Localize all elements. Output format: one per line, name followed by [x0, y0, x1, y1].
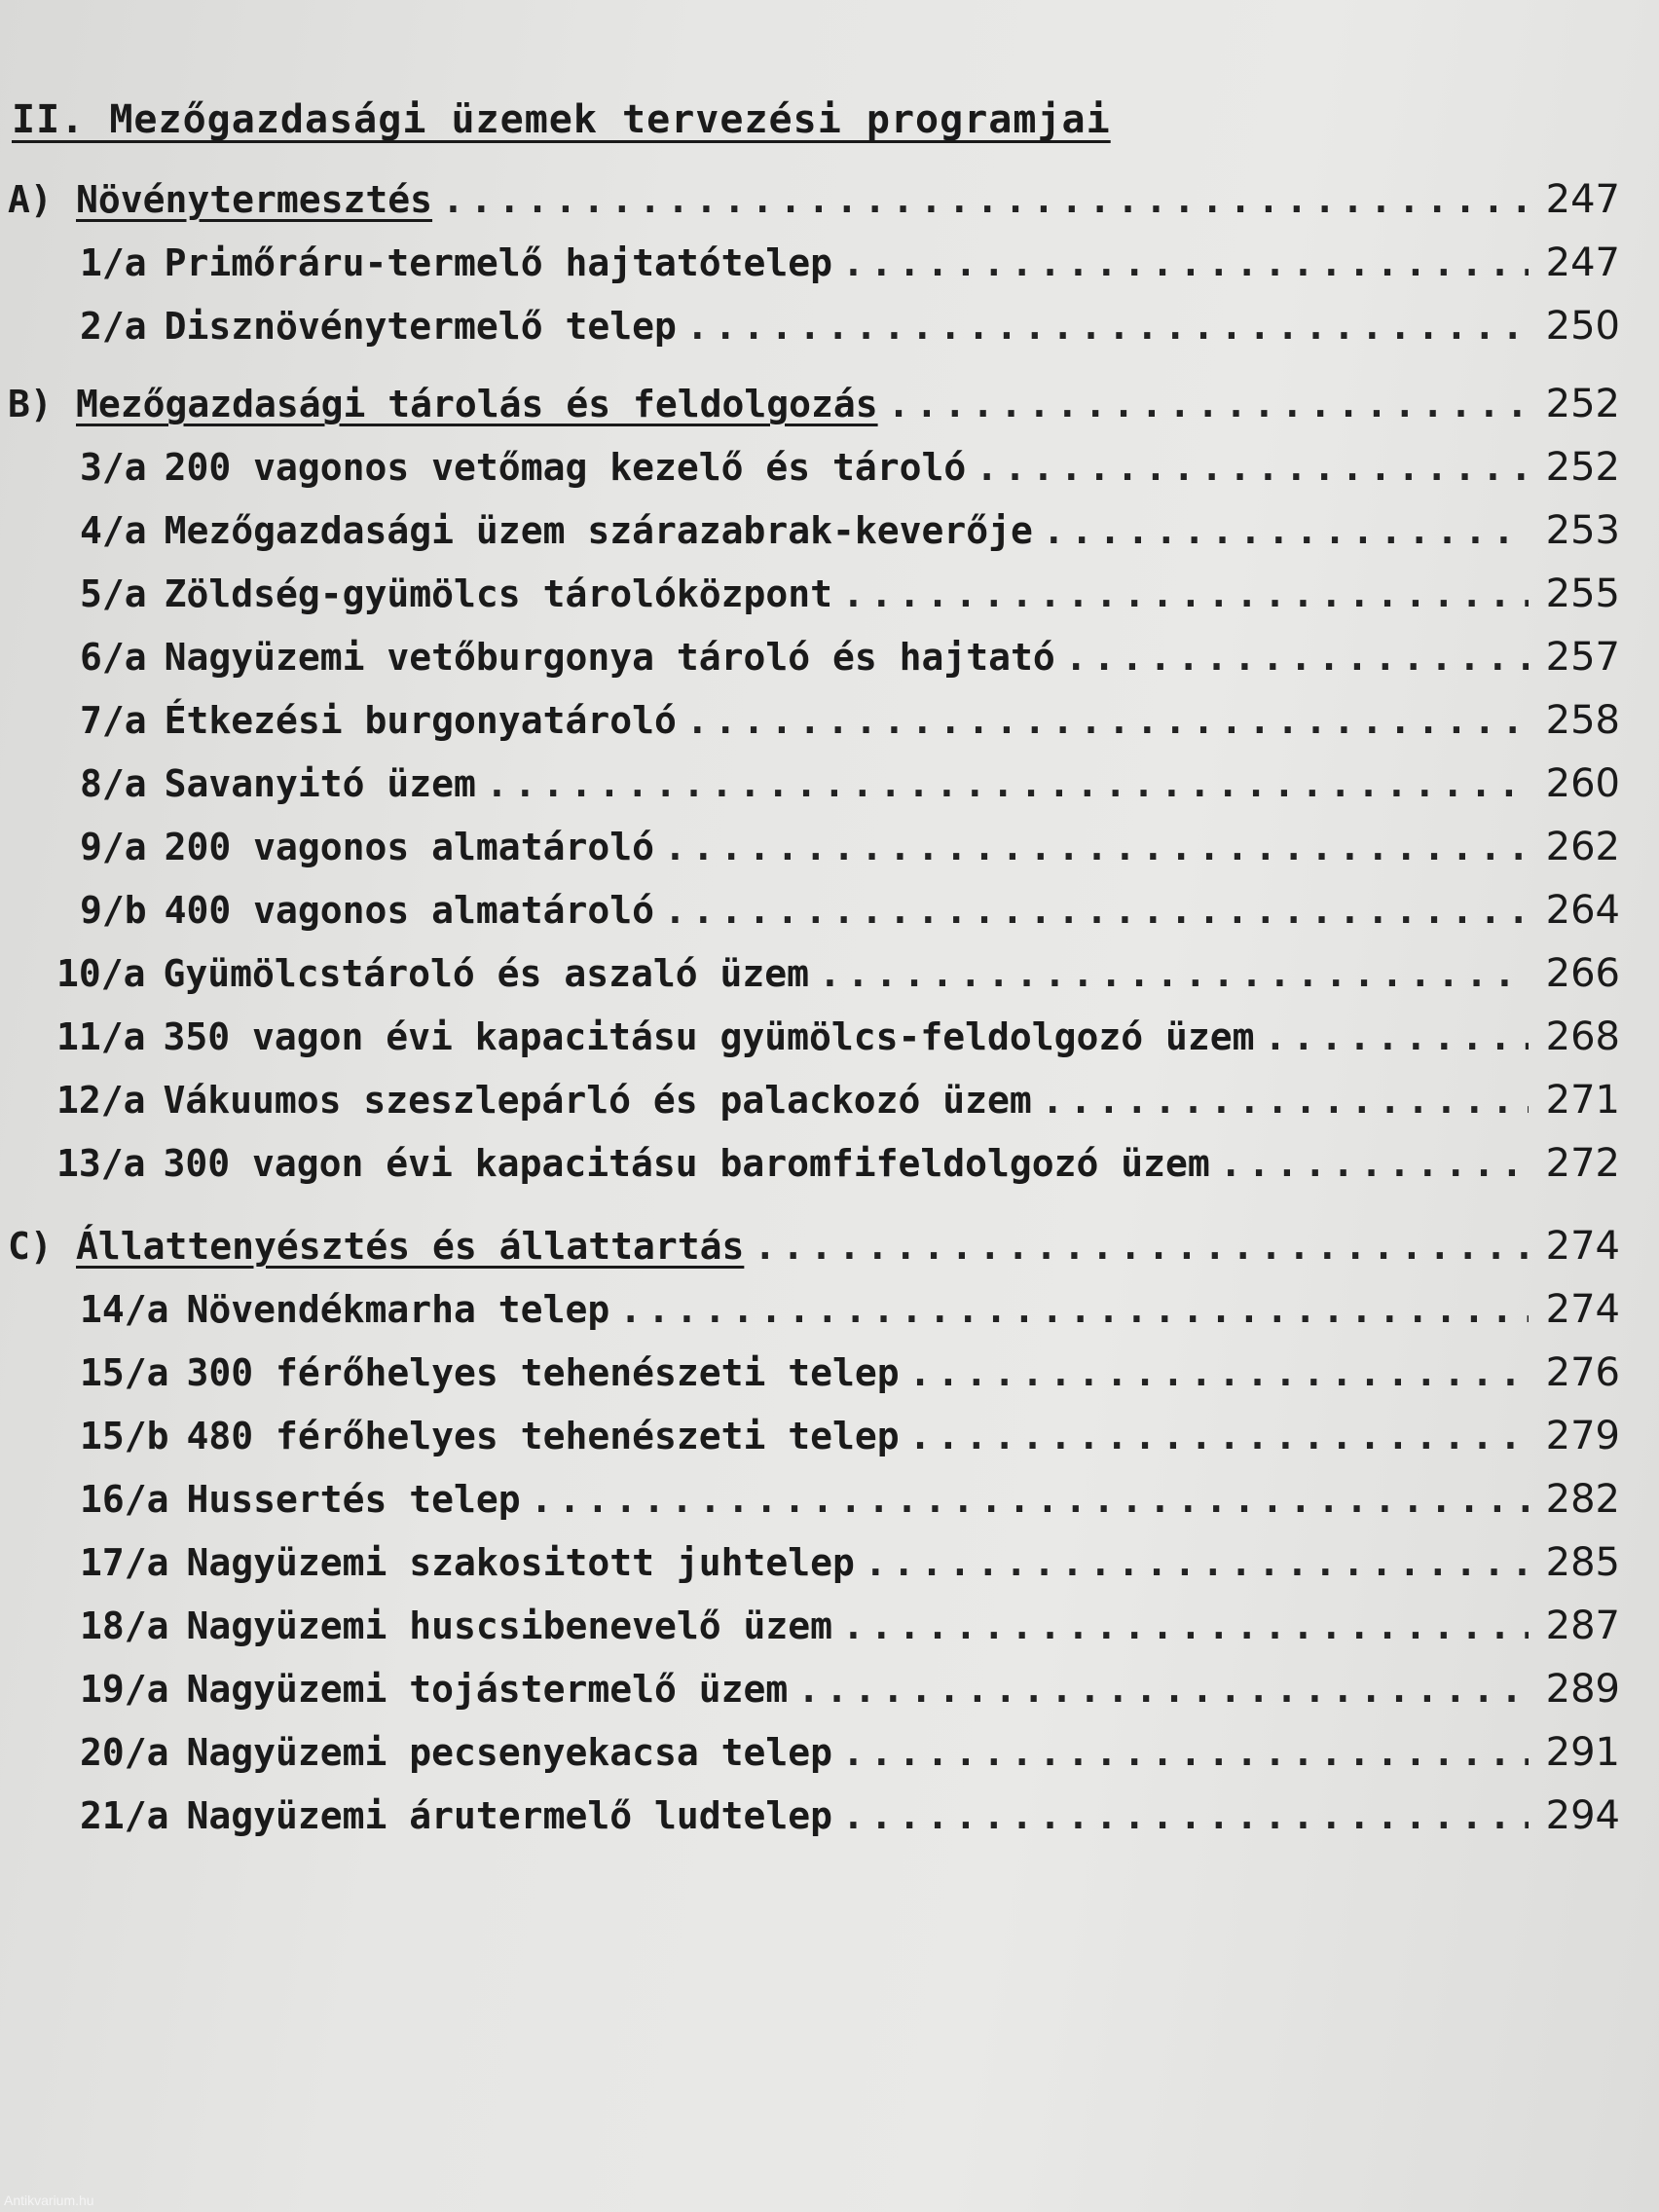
leader-dots	[842, 1791, 1529, 1840]
page-number: 255	[1545, 571, 1620, 616]
page-number: 272	[1545, 1141, 1620, 1186]
entry-number: 4/a	[80, 509, 147, 552]
entry-title: Vákuumos szeszlepárló és palackozó üzem	[163, 1079, 1032, 1122]
page-number: 264	[1545, 888, 1620, 933]
entry-title: Primőráru-termelő hajtatótelep	[164, 241, 832, 284]
entry-number: 16/a	[80, 1478, 169, 1521]
toc-entry	[80, 1665, 1620, 1714]
entry-title: Nagyüzemi huscsibenevelő üzem	[186, 1604, 832, 1647]
toc-entry	[80, 1728, 1620, 1777]
entry-number: 20/a	[80, 1731, 169, 1774]
page-number: 247	[1545, 177, 1620, 222]
entry-title: 300 férőhelyes tehenészeti telep	[186, 1351, 900, 1394]
entry-title: Nagyüzemi szakositott juhtelep	[186, 1541, 855, 1584]
page-number: 250	[1545, 304, 1620, 349]
page-number: 274	[1545, 1287, 1620, 1332]
entry-number: 15/b	[80, 1415, 169, 1457]
leader-dots	[1065, 633, 1529, 682]
entry-title: Mezőgazdasági üzem szárazabrak-keverője	[164, 509, 1033, 552]
leader-dots	[619, 1285, 1529, 1334]
toc-entry	[80, 886, 1620, 935]
toc-entry	[80, 570, 1620, 618]
page-number: 260	[1545, 761, 1620, 806]
leader-dots	[865, 1538, 1529, 1587]
leader-dots	[754, 1222, 1529, 1271]
page-number: 291	[1545, 1730, 1620, 1775]
entry-number: 5/a	[80, 572, 147, 615]
toc-entry	[80, 696, 1620, 745]
section-letter: B)	[8, 383, 53, 425]
toc-entry	[80, 1538, 1620, 1587]
leader-dots	[531, 1475, 1529, 1524]
leader-dots	[909, 1348, 1529, 1397]
leader-dots	[486, 759, 1529, 808]
chapter-heading: II. Mezőgazdasági üzemek tervezési programjai	[12, 97, 1111, 142]
entry-title: 400 vagonos almatároló	[164, 889, 654, 932]
leader-dots	[664, 886, 1529, 935]
entry-title: Disznövénytermelő telep	[164, 305, 677, 348]
toc-section-c	[8, 1222, 1620, 1271]
toc-entry	[80, 239, 1620, 287]
leader-dots	[1265, 1013, 1529, 1061]
section-letter: A)	[8, 178, 53, 221]
entry-number: 21/a	[80, 1794, 169, 1837]
leader-dots	[842, 239, 1529, 287]
entry-title: Étkezési burgonyatároló	[164, 699, 677, 742]
page-number: 253	[1545, 508, 1620, 553]
page-number: 285	[1545, 1540, 1620, 1585]
page-number: 289	[1545, 1667, 1620, 1712]
entry-title: Zöldség-gyümölcs tárolóközpont	[164, 572, 832, 615]
entry-number: 8/a	[80, 762, 147, 805]
entry-title: 480 férőhelyes tehenészeti telep	[186, 1415, 900, 1457]
section-letter: C)	[8, 1225, 53, 1268]
toc-entry	[56, 1013, 1620, 1061]
entry-number: 15/a	[80, 1351, 169, 1394]
entry-number: 9/a	[80, 826, 147, 868]
page-number: 287	[1545, 1604, 1620, 1648]
toc-section-a	[8, 175, 1620, 224]
toc-entry	[56, 949, 1620, 998]
toc-entry	[80, 1602, 1620, 1650]
page-number: 257	[1545, 635, 1620, 680]
entry-title: Növendékmarha telep	[186, 1288, 610, 1331]
entry-number: 2/a	[80, 305, 147, 348]
section-title: Növénytermesztés	[76, 178, 433, 221]
leader-dots	[888, 380, 1529, 428]
page-number: 252	[1545, 445, 1620, 490]
page-number: 268	[1545, 1014, 1620, 1059]
toc-entry	[80, 1285, 1620, 1334]
toc-entry	[80, 1348, 1620, 1397]
page-number: 282	[1545, 1477, 1620, 1522]
entry-title: Nagyüzemi vetőburgonya tároló és hajtató	[164, 636, 1055, 679]
toc-entry	[80, 1412, 1620, 1460]
entry-number: 19/a	[80, 1668, 169, 1711]
page-number: 266	[1545, 951, 1620, 996]
entry-number: 14/a	[80, 1288, 169, 1331]
entry-title: Gyümölcstároló és aszaló üzem	[163, 952, 809, 995]
toc-entry	[80, 302, 1620, 350]
entry-title: 300 vagon évi kapacitásu baromfifeldolgozó üzem	[163, 1142, 1210, 1185]
leader-dots	[842, 570, 1529, 618]
leader-dots	[842, 1728, 1529, 1777]
leader-dots	[842, 1602, 1529, 1650]
entry-number: 12/a	[56, 1079, 146, 1122]
entry-number: 11/a	[56, 1015, 146, 1058]
entry-title: 200 vagonos almatároló	[164, 826, 654, 868]
toc-entry	[56, 1139, 1620, 1188]
section-title: Állattenyésztés és állattartás	[76, 1225, 745, 1268]
page-number: 274	[1545, 1224, 1620, 1269]
entry-number: 17/a	[80, 1541, 169, 1584]
entry-title: Hussertés telep	[186, 1478, 521, 1521]
entry-number: 9/b	[80, 889, 147, 932]
page-number: 279	[1545, 1414, 1620, 1458]
leader-dots	[686, 302, 1529, 350]
toc-entry	[80, 823, 1620, 871]
entry-number: 10/a	[56, 952, 146, 995]
toc-entry	[80, 1475, 1620, 1524]
toc-entry	[80, 759, 1620, 808]
entry-number: 7/a	[80, 699, 147, 742]
page-number: 294	[1545, 1793, 1620, 1838]
toc-entry	[80, 633, 1620, 682]
toc-entry	[56, 1076, 1620, 1124]
page-number: 258	[1545, 698, 1620, 743]
toc-entry	[80, 443, 1620, 492]
entry-title: 350 vagon évi kapacitásu gyümölcs-feldolgozó üzem	[163, 1015, 1255, 1058]
entry-title: Savanyitó üzem	[164, 762, 476, 805]
leader-dots	[976, 443, 1529, 492]
leader-dots	[1042, 1076, 1529, 1124]
leader-dots	[1043, 506, 1529, 555]
page-number: 262	[1545, 825, 1620, 869]
toc-entry	[80, 506, 1620, 555]
leader-dots	[909, 1412, 1529, 1460]
entry-title: Nagyüzemi árutermelő ludtelep	[186, 1794, 832, 1837]
entry-number: 3/a	[80, 446, 147, 489]
page-number: 276	[1545, 1350, 1620, 1395]
entry-title: Nagyüzemi tojástermelő üzem	[186, 1668, 789, 1711]
entry-title: Nagyüzemi pecsenyekacsa telep	[186, 1731, 832, 1774]
leader-dots	[1220, 1139, 1529, 1188]
entry-number: 18/a	[80, 1604, 169, 1647]
entry-number: 1/a	[80, 241, 147, 284]
toc-section-b	[8, 380, 1620, 428]
entry-number: 6/a	[80, 636, 147, 679]
leader-dots	[664, 823, 1529, 871]
leader-dots	[819, 949, 1529, 998]
entry-number: 13/a	[56, 1142, 146, 1185]
leader-dots	[797, 1665, 1529, 1714]
page-number: 247	[1545, 240, 1620, 285]
leader-dots	[686, 696, 1529, 745]
entry-title: 200 vagonos vetőmag kezelő és tároló	[164, 446, 967, 489]
section-title: Mezőgazdasági tárolás és feldolgozás	[76, 383, 878, 425]
watermark-text: Antikvarium.hu	[4, 2193, 94, 2208]
page-number: 271	[1545, 1078, 1620, 1123]
toc-entry	[80, 1791, 1620, 1840]
leader-dots	[442, 175, 1529, 224]
page-number: 252	[1545, 382, 1620, 426]
